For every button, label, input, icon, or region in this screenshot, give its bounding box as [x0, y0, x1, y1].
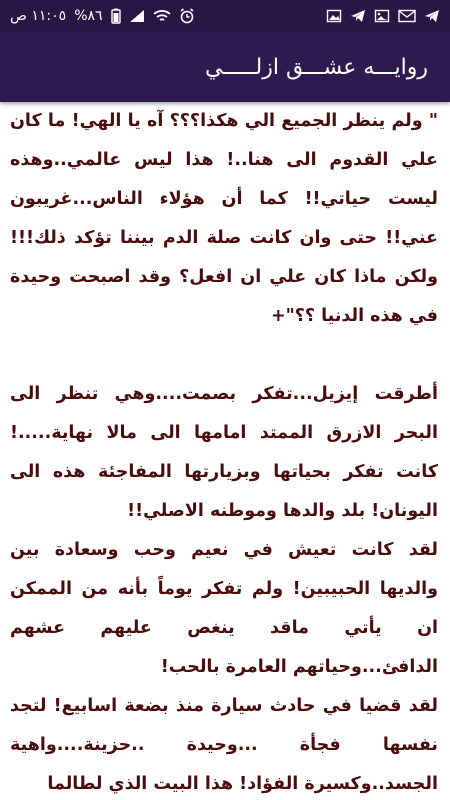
story-paragraph-1: " ولم ينظر الجميع الي هكذا؟؟؟ آه يا الهي! ما كان علي القدوم الى هنا..! هذا ليس عالمي..وهذه ليست حياتي!! كما أن هؤلاء الناس...غريبون عني!! حتى وان كانت صلة الدم بيننا تؤكد ذلك!!! ولكن ماذا كان علي ان افعل؟ وقد اصبحت وحيدة في هذه الدنيا ؟؟"+	[10, 111, 438, 326]
app-title: روايـــه عشـــق ازلـــــي	[204, 54, 428, 80]
story-paragraph-2: أطرقت إيزيل...تفكر بصمت....وهي تنظر الى البحر الازرق الممتد امامها الى مالا نهاية.....! كانت تفكر بحياتها وبزيارتها المفاجئة هذه الى اليونان! بلد والدها وموطنه الاصلي!!	[10, 384, 438, 521]
app-bar	[0, 32, 450, 102]
gallery-icon	[326, 8, 342, 24]
image-icon	[374, 8, 390, 24]
telegram-icon	[424, 8, 440, 24]
story-paragraph-3: لقد كانت تعيش في نعيم وحب وسعادة بين والديها الحبيبين! ولم تفكر يوماً بأنه من الممكن ان يأتي ماقد ينغص عليهم عشهم الدافئ...وحياتهم العامرة بالحب!	[10, 540, 438, 677]
battery-percentage: %٨٦	[74, 8, 103, 24]
alarm-icon	[179, 8, 195, 24]
status-right-group	[326, 8, 440, 24]
wifi-icon	[153, 9, 171, 23]
story-content[interactable]	[0, 102, 450, 800]
telegram-icon	[350, 8, 366, 24]
status-left-group	[10, 8, 195, 24]
paragraph-spacer	[10, 336, 438, 375]
clock-time: ١١:٠٥ ص	[10, 8, 67, 24]
mail-icon	[398, 9, 416, 23]
story-paragraph-4: لقد قضيا في حادث سيارة منذ بضعة اسابيع! لتجد نفسها فجأة ...وحيدة ..حزينة....واهية الجسد..وكسيرة الفؤاد! هذا البيت الذي لطالما	[10, 696, 438, 794]
battery-icon	[111, 8, 121, 24]
status-bar	[0, 0, 450, 32]
signal-icon	[129, 9, 145, 23]
